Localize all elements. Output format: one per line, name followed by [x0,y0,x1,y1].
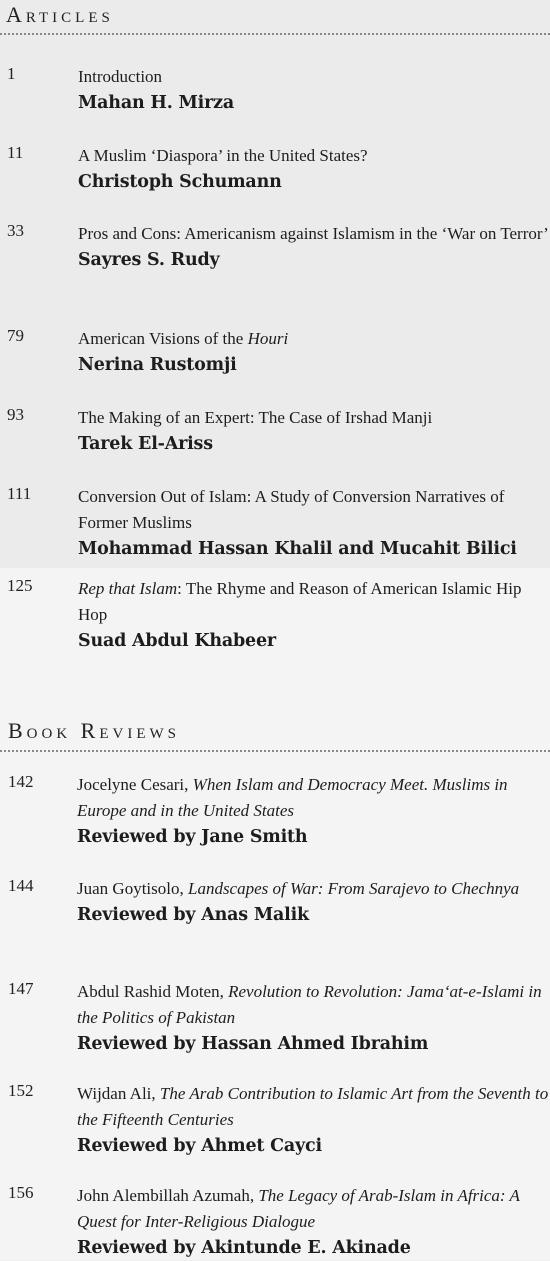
article-title: Rep that Islam: The Rhyme and Reason of American Islamic Hip Hop [78,579,522,624]
review-page-number: 142 [8,772,34,791]
article-author: Mohammad Hassan Khalil and Mucahit Bilici [78,539,517,559]
review-reviewer: Reviewed by Anas Malik [77,905,309,925]
review-book: Juan Goytisolo, Landscapes of War: From Sarajevo to Chechnya [77,879,520,898]
review-book: John Alembillah Azumah, The Legacy of Arab-Islam in Africa: A Quest for Inter-Religious Dialogue [77,1186,520,1231]
article-page-number: 93 [7,405,24,424]
review-page-number: 156 [8,1183,34,1202]
articles-heading: Articles [6,2,114,27]
article-title: Conversion Out of Islam: A Study of Conversion Narratives of Former Muslims [78,487,505,532]
article-title: A Muslim ‘Diaspora’ in the United States? [78,146,368,165]
article-text [78,64,550,116]
article-author: Christoph Schumann [78,172,282,192]
review-text [77,1183,549,1261]
article-title: Introduction [78,67,163,86]
review-page-number: 144 [8,876,34,895]
article-author: Tarek El-Ariss [78,434,213,454]
review-reviewer: Reviewed by Jane Smith [77,827,308,847]
review-book: Jocelyne Cesari, When Islam and Democracy Meet. Muslims in Europe and in the United States [77,775,508,820]
review-page-number: 147 [8,979,34,998]
article-title: American Visions of the Houri [78,329,289,348]
article-page-number: 1 [7,64,16,83]
review-book: Wijdan Ali, The Arab Contribution to Islamic Art from the Seventh to the Fifteenth Centuries [77,1084,549,1129]
article-page-number: 111 [7,484,32,503]
articles-divider [0,33,550,35]
article-author: Nerina Rustomji [78,355,237,375]
article-author: Mahan H. Mirza [78,93,235,113]
article-text [78,405,550,457]
article-page-number: 33 [7,221,24,240]
article-text [78,143,550,195]
review-reviewer: Reviewed by Akintunde E. Akinade [77,1238,411,1258]
review-text [77,1081,549,1159]
article-author: Sayres S. Rudy [78,250,220,270]
article-text [78,576,550,654]
article-author: Suad Abdul Khabeer [78,631,276,651]
reviews-divider [0,750,550,752]
review-reviewer: Reviewed by Ahmet Cayci [77,1136,322,1156]
article-text [78,221,550,273]
article-text [78,484,550,562]
review-text [77,979,549,1057]
article-page-number: 11 [7,143,24,162]
article-title: The Making of an Expert: The Case of Irshad Manji [78,408,433,427]
book-reviews-heading: Book Reviews [8,718,180,743]
article-page-number: 79 [7,326,24,345]
review-text [77,772,549,850]
review-text [77,876,549,928]
article-text [78,326,550,378]
review-book: Abdul Rashid Moten, Revolution to Revolution: Jama‘at-e-Islami in the Politics of Pakistan [77,982,542,1027]
article-page-number: 125 [7,576,33,595]
review-page-number: 152 [8,1081,34,1100]
review-reviewer: Reviewed by Hassan Ahmed Ibrahim [77,1034,429,1054]
article-title: Pros and Cons: Americanism against Islamism in the ‘War on Terror’ [78,224,549,243]
